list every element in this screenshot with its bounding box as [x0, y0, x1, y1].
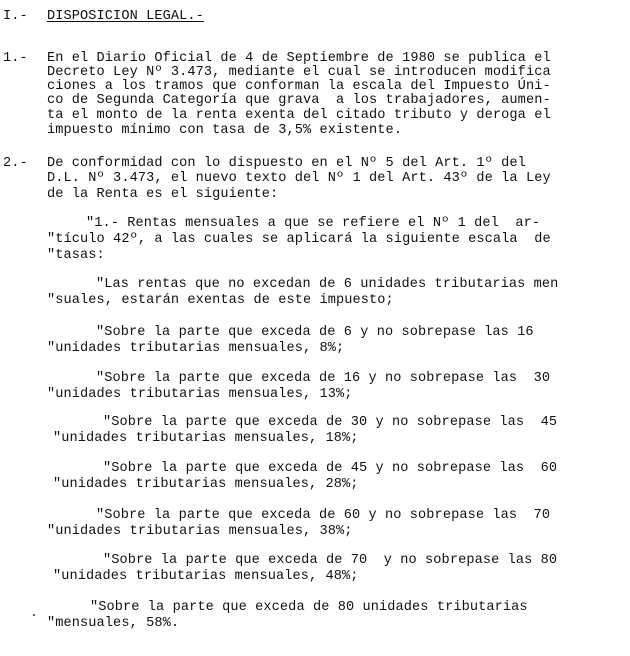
bracket-line: "unidades tributarias mensuales, 8%;	[47, 341, 345, 356]
bracket-line: "suales, estarán exentas de este impuesto;	[47, 293, 394, 308]
section-1-line: ciones a los tramos que conforman la escala del Impuesto Úni-	[47, 79, 551, 94]
section-2-line: de la Renta es el siguiente:	[47, 187, 279, 202]
bracket-line: "unidades tributarias mensuales, 18%;	[53, 431, 359, 446]
quote-intro-line: "tasas:	[47, 248, 105, 263]
section-1-number: 1.-	[3, 51, 28, 66]
section-2-number: 2.-	[3, 156, 28, 171]
bracket-line: "Las rentas que no excedan de 6 unidades tributarias men	[96, 277, 559, 292]
bracket-line: "Sobre la parte que exceda de 80 unidades tributarias	[90, 600, 528, 615]
bracket-line: "Sobre la parte que exceda de 60 y no sobrepase las 70	[96, 508, 551, 523]
quote-intro-line: "1.- Rentas mensuales a que se refiere el Nº 1 del ar-	[86, 216, 541, 231]
section-2-line: De conformidad con lo dispuesto en el Nº 5 del Art. 1º del	[47, 156, 526, 171]
bracket-line: "unidades tributarias mensuales, 28%;	[53, 477, 359, 492]
bracket-line: "Sobre la parte que exceda de 30 y no sobrepase las 45	[103, 415, 558, 430]
quote-intro-line: "tículo 42º, a las cuales se aplicará la siguiente escala de	[47, 232, 551, 247]
bracket-line: "unidades tributarias mensuales, 13%;	[47, 387, 353, 402]
section-2-line: D.L. Nº 3.473, el nuevo texto del Nº 1 del Art. 43º de la Ley	[47, 171, 551, 186]
bracket-line: "Sobre la parte que exceda de 6 y no sobrepase las 16	[96, 325, 534, 340]
bracket-line: "mensuales, 58%.	[47, 616, 180, 631]
section-1-line: ta el monto de la renta exenta del citado tributo y deroga el	[47, 108, 551, 123]
section-1-line: impuesto mínimo con tasa de 3,5% existente.	[47, 123, 403, 138]
bracket-line: "unidades tributarias mensuales, 38%;	[47, 524, 353, 539]
bracket-line: "Sobre la parte que exceda de 16 y no sobrepase las 30	[96, 371, 551, 386]
heading-title: DISPOSICION LEGAL.-	[47, 9, 204, 24]
scan-speck	[33, 614, 35, 616]
section-1-line: En el Diario Oficial de 4 de Septiembre de 1980 se publica el	[47, 51, 551, 66]
section-1-line: co de Segunda Categoría que grava a los trabajadores, aumen-	[47, 93, 551, 108]
bracket-line: "unidades tributarias mensuales, 48%;	[53, 569, 359, 584]
heading-number: I.-	[3, 9, 28, 24]
bracket-line: "Sobre la parte que exceda de 70 y no sobrepase las 80	[103, 553, 558, 568]
bracket-line: "Sobre la parte que exceda de 45 y no sobrepase las 60	[103, 461, 558, 476]
section-1-line: Decreto Ley Nº 3.473, mediante el cual se introducen modifica	[47, 65, 551, 80]
